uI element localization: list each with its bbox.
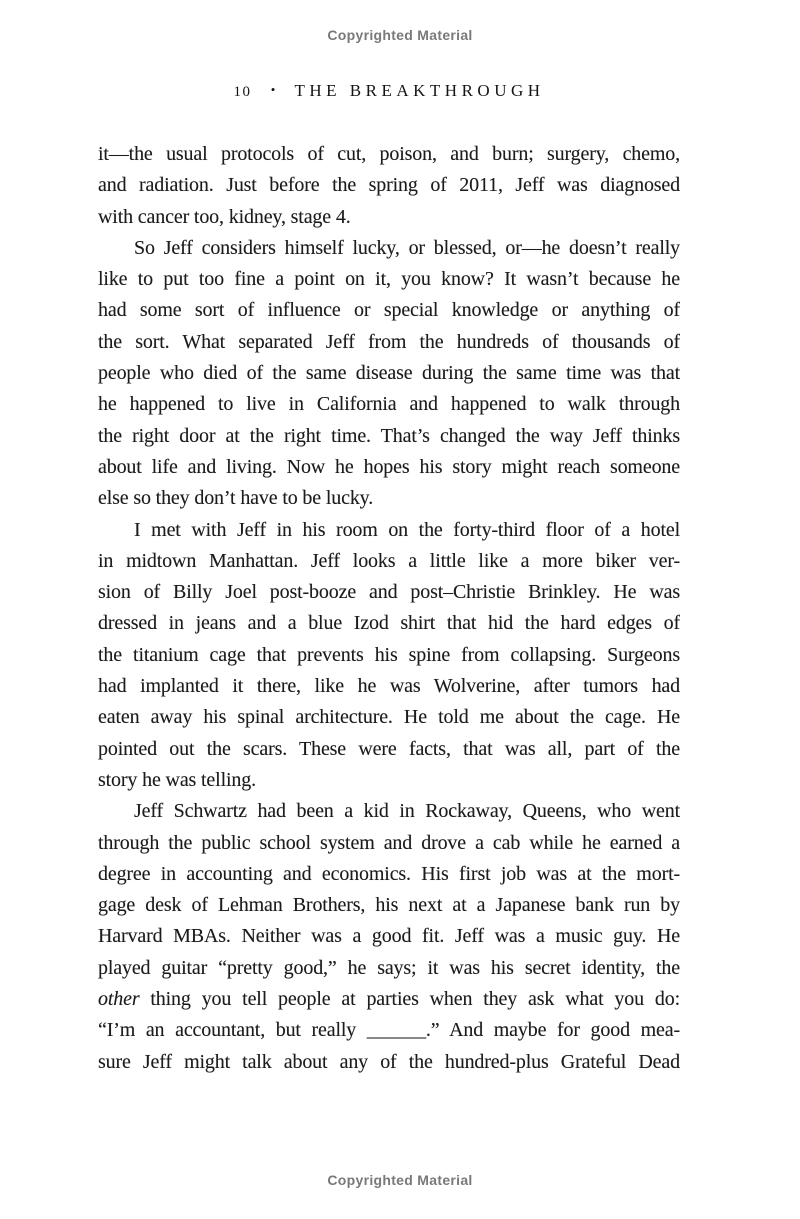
text-line: the titanium cage that prevents his spine from collapsing. Surgeons: [98, 643, 680, 666]
text-line: sion of Billy Joel post-booze and post–Christie Brinkley. He was: [98, 581, 680, 604]
text-line: gage desk of Lehman Brothers, his next at a Japanese bank run by: [98, 894, 680, 917]
text-line: the right door at the right time. That’s changed the way Jeff thinks: [98, 424, 680, 447]
text-line: like to put too fine a point on it, you know? It wasn’t because he: [98, 268, 680, 291]
text-line: it—the usual protocols of cut, poison, and burn; surgery, chemo,: [98, 143, 680, 165]
text-line: had some sort of influence or special knowledge or anything of: [98, 299, 680, 322]
text-line: Jeff Schwartz had been a kid in Rockaway, Queens, who went: [134, 800, 680, 823]
text-line: else so they don’t have to be lucky.: [98, 487, 374, 510]
text-line: about life and living. Now he hopes his story might reach someone: [98, 455, 680, 478]
text-line: pointed out the scars. These were facts, that was all, part of the: [98, 737, 680, 760]
text-line: “I’m an accountant, but really ______.” And maybe for good mea-: [98, 1019, 680, 1042]
text-line: I met with Jeff in his room on the forty-third floor of a hotel: [134, 518, 680, 541]
text-line: through the public school system and drove a cab while he earned a: [98, 831, 680, 854]
text-line: had implanted it there, like he was Wolverine, after tumors had: [98, 675, 680, 698]
text-line: in midtown Manhattan. Jeff looks a little like a more biker ver-: [98, 549, 680, 572]
text-line: with cancer too, kidney, stage 4.: [98, 205, 351, 228]
body-text: [98, 139, 680, 1078]
text-line: Harvard MBAs. Neither was a good fit. Jeff was a music guy. He: [98, 925, 680, 948]
copyright-notice-bottom: Copyrighted Material: [327, 1172, 473, 1188]
text-line: dressed in jeans and a blue Izod shirt that hid the hard edges of: [98, 612, 680, 635]
text-line: people who died of the same disease during the same time was that: [98, 362, 680, 385]
text-line: degree in accounting and economics. His first job was at the mort-: [98, 862, 680, 885]
text-line: played guitar “pretty good,” he says; it was his secret identity, the: [98, 956, 680, 979]
page-number: 10: [233, 84, 252, 100]
bullet-separator-icon: •: [270, 82, 276, 97]
text-line: and radiation. Just before the spring of 2011, Jeff was diagnosed: [98, 174, 680, 197]
text-line: other thing you tell people at parties when they ask what you do:: [98, 988, 680, 1011]
text-line: sure Jeff might talk about any of the hundred-plus Grateful Dead: [98, 1050, 680, 1073]
running-head: [98, 81, 680, 101]
book-title: THE BREAKTHROUGH: [294, 81, 545, 100]
text-line: So Jeff considers himself lucky, or blessed, or—he doesn’t really: [134, 236, 680, 259]
copyright-notice-top: Copyrighted Material: [327, 27, 473, 43]
text-line: story he was telling.: [98, 768, 256, 791]
text-line: the sort. What separated Jeff from the hundreds of thousands of: [98, 330, 680, 353]
text-line: he happened to live in California and happened to walk through: [98, 393, 680, 416]
text-line: eaten away his spinal architecture. He told me about the cage. He: [98, 706, 680, 729]
